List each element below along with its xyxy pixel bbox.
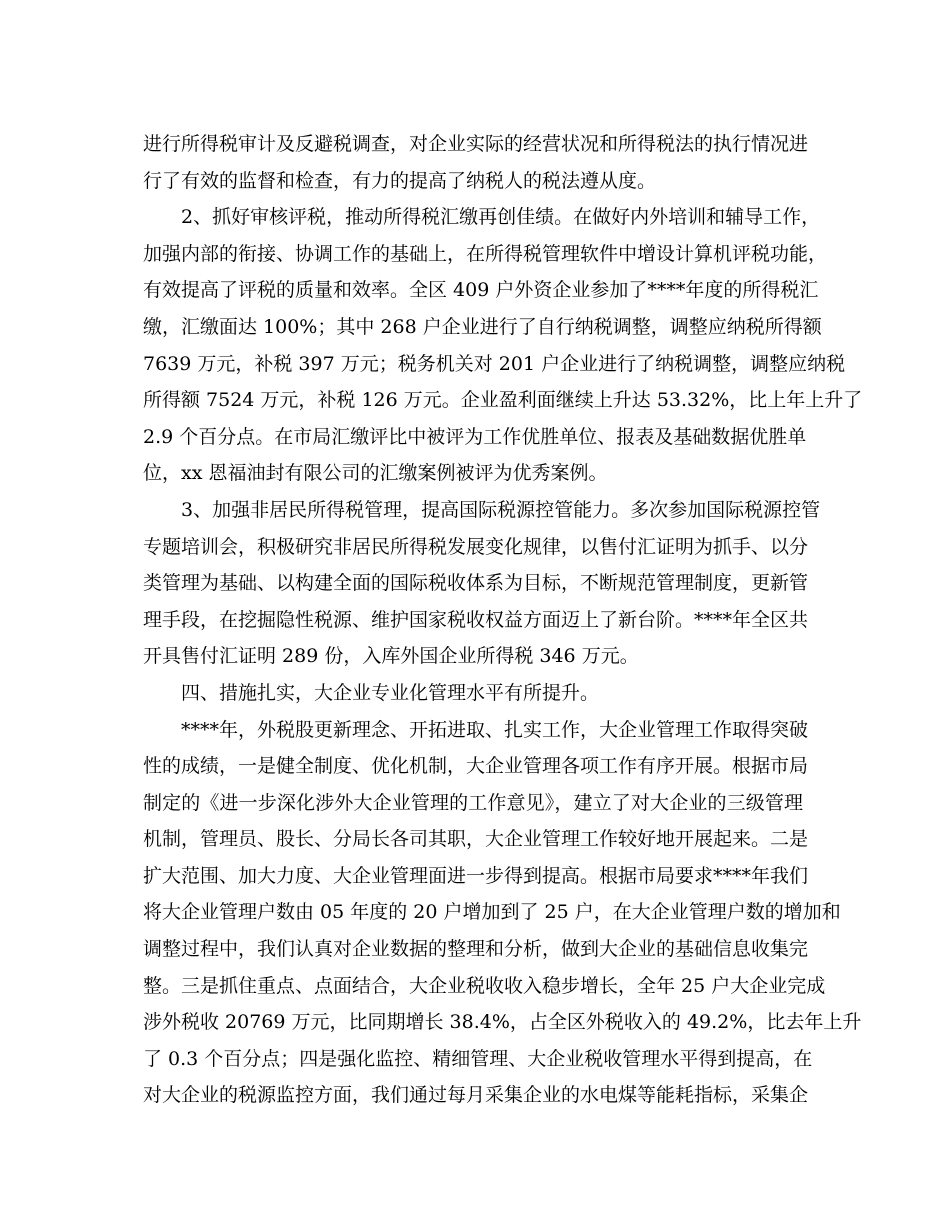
text-line: 进行所得税审计及反避税调查，对企业实际的经营状况和所得税法的执行情况进 <box>143 133 809 155</box>
text-line: 行了有效的监督和检查，有力的提高了纳税人的税法遵从度。 <box>143 169 657 192</box>
text-line: 性的成绩，一是健全制度、优化机制，大企业管理各项工作有序开展。根据市局 <box>143 755 809 778</box>
text-line: 有效提高了评税的质量和效率。全区 409 户外资企业参加了****年度的所得税汇 <box>143 279 819 302</box>
text-line: 涉外税收 20769 万元，比同期增长 38.4%，占全区外税收入的 49.2%，比去年上升 <box>143 1011 862 1034</box>
text-line: 专题培训会，积极研究非居民所得税发展变化规律，以售付汇证明为抓手、以分 <box>143 535 809 558</box>
text-line: 了 0.3 个百分点；四是强化监控、精细管理、大企业税收管理水平得到提高，在 <box>143 1047 813 1070</box>
text-line: 所得额 7524 万元，补税 126 万元。企业盈利面继续上升达 53.32%，比上年上升了 <box>143 389 863 412</box>
text-line: 制定的《进一步深化涉外大企业管理的工作意见》，建立了对大企业的三级管理 <box>143 791 803 814</box>
text-line: 缴，汇缴面达 100%；其中 268 户企业进行了自行纳税调整，调整应纳税所得额 <box>143 315 822 338</box>
text-line: 扩大范围、加大力度、大企业管理面进一步得到提高。根据市局要求****年我们 <box>143 864 809 887</box>
text-line: 2.9 个百分点。在市局汇缴评比中被评为工作优胜单位、报表及基础数据优胜单 <box>143 425 807 448</box>
text-line: 开具售付汇证明 289 份，入库外国企业所得税 346 万元。 <box>143 645 639 668</box>
text-line: 调整过程中，我们认真对企业数据的整理和分析，做到大企业的基础信息收集完 <box>143 938 809 961</box>
text-line: 四、措施扎实，大企业专业化管理水平有所提升。 <box>181 681 600 704</box>
text-line: 3、加强非居民所得税管理，提高国际税源控管能力。多次参加国际税源控管 <box>181 498 821 521</box>
text-line: ****年，外税股更新理念、开拓进取、扎实工作，大企业管理工作取得突破 <box>181 718 809 741</box>
text-line: 位，xx 恩福油封有限公司的汇缴案例被评为优秀案例。 <box>143 462 608 485</box>
text-line: 对大企业的税源监控方面，我们通过每月采集企业的水电煤等能耗指标，采集企 <box>143 1084 809 1107</box>
text-line: 类管理为基础、以构建全面的国际税收体系为目标，不断规范管理制度，更新管 <box>143 572 809 595</box>
document-body <box>143 126 863 1114</box>
text-line: 7639 万元，补税 397 万元；税务机关对 201 户企业进行了纳税调整，调整应纳税 <box>143 352 846 375</box>
text-line: 整。三是抓住重点、点面结合，大企业税收收入稳步增长，全年 25 户大企业完成 <box>143 974 826 997</box>
text-line: 机制，管理员、股长、分局长各司其职，大企业管理工作较好地开展起来。二是 <box>143 828 809 851</box>
text-line: 加强内部的衔接、协调工作的基础上，在所得税管理软件中增设计算机评税功能， <box>143 242 828 265</box>
text-line: 理手段，在挖掘隐性税源、维护国家税收权益方面迈上了新台阶。****年全区共 <box>143 608 809 631</box>
text-line: 将大企业管理户数由 05 年度的 20 户增加到了 25 户，在大企业管理户数的增加和 <box>143 901 841 924</box>
text-line: 2、抓好审核评税，推动所得税汇缴再创佳绩。在做好内外培训和辅导工作， <box>181 206 821 229</box>
